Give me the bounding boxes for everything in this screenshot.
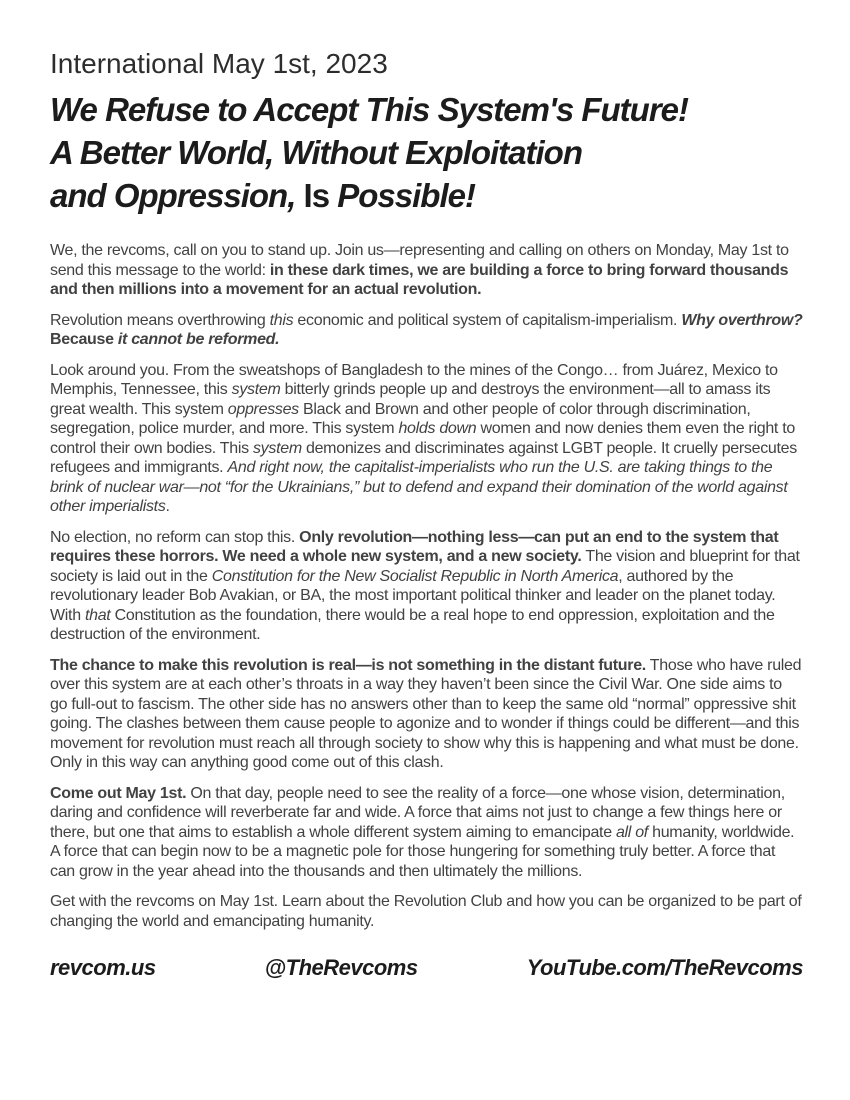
text-segment: Possible! — [337, 177, 475, 214]
text-segment: Come out May 1st. — [50, 784, 187, 802]
social-handle: @TheRevcoms — [264, 955, 418, 980]
paragraph — [50, 361, 803, 517]
text-segment: Because — [50, 331, 118, 348]
flyer-content — [50, 46, 803, 981]
text-segment: Constitution for the New Socialist Republic in North America — [211, 567, 619, 585]
headline-line — [50, 88, 803, 131]
paragraph — [50, 656, 803, 773]
text-segment: Why overthrow? — [681, 311, 803, 329]
text-segment: The vision and blueprint for that society is laid out in the — [50, 548, 800, 585]
text-segment: system — [231, 381, 281, 398]
paragraph — [50, 528, 803, 645]
text-segment: Those who have ruled over this system are at each other’s throats in a way they haven’t been since the Civil War. One side aims to go full-out to fascism. The other side has no answers other than to keep the same old “normal” oppressive shit going. The clashes between them cause people to agonize and to wonder if things could be different—and this movement for revolution must reach all through society to show why this is happening and what must be done. Only in this way can anything good come out of this clash. — [50, 656, 802, 771]
date-kicker: International May 1st, 2023 — [50, 48, 388, 79]
text-segment: that — [84, 606, 111, 624]
text-segment: and Oppression, — [50, 177, 304, 214]
text-segment: , authored by the revolutionary leader Bob Avakian, or BA, the most important political thinker and leader on the planet today. With — [50, 567, 776, 624]
text-segment: And right now, the capitalist-imperialists who run the U.S. are taking things to the brink of nuclear war—not “for the Ukrainians,” but to defend and expand their domination of the world against other imperialists — [50, 459, 788, 515]
paragraph — [50, 892, 803, 931]
website-url: revcom.us — [50, 955, 156, 980]
headline — [50, 88, 803, 217]
text-segment: demonizes and discriminates against LGBT people. It cruelly persecutes refugees and immigrants. — [50, 439, 797, 476]
headline-line — [50, 131, 803, 174]
text-segment: this — [269, 311, 294, 329]
text-segment: holds down — [398, 420, 477, 437]
text-segment: Revolution means overthrowing — [50, 311, 270, 329]
text-segment: We, the revcoms, call on you to stand up. Join us—representing and calling on others on Monday, May 1st to send this message to the world: — [50, 242, 789, 279]
text-segment: economic and political system of capitalism-imperialism. — [293, 311, 682, 329]
text-segment: Only revolution—nothing less—can put an end to the system that requires these horrors. We need a whole new system, and a new society. — [50, 528, 779, 565]
text-segment: it cannot be reformed. — [117, 331, 280, 348]
text-segment: bitterly grinds people up and destroys the environment—all to amass its great wealth. This system — [50, 381, 771, 418]
paragraph — [50, 311, 803, 350]
text-segment: all of — [615, 823, 648, 841]
paragraph — [50, 784, 803, 882]
text-segment: women and now denies them even the right to control their own bodies. This — [50, 420, 795, 457]
text-segment: A Better World, Without Exploitation — [50, 134, 582, 171]
text-segment: Look around you. From the sweatshops of Bangladesh to the mines of the Congo… from Juárez, Mexico to Memphis, Tennessee, this — [50, 361, 778, 398]
text-segment: oppresses — [227, 400, 299, 418]
text-segment: Get with the revcoms on May 1st. Learn about the Revolution Club and how you can be organized to be part of changing the world and emancipating humanity. — [50, 893, 802, 930]
footer — [50, 955, 803, 981]
paragraph — [50, 241, 803, 300]
text-segment: Is — [303, 177, 338, 214]
body-copy — [50, 241, 803, 931]
text-segment: No election, no reform can stop this. — [50, 528, 300, 546]
text-segment: We Refuse to Accept This System's Future! — [50, 91, 688, 128]
text-segment: On that day, people need to see the reality of a force—one whose vision, determination, daring and confidence will reverberate far and wide. A force that aims not just to change a few things here or there, but one that aims to establish a whole different system aiming to emancipate — [50, 784, 785, 841]
headline-line — [50, 174, 803, 217]
text-segment: . — [165, 498, 170, 515]
text-segment: humanity, worldwide. A force that can begin now to be a magnetic pole for those hungering for something truly better. A force that can grow in the year ahead into the thousands and then ultimately the millions. — [50, 823, 795, 880]
text-segment: system — [252, 439, 302, 457]
text-segment: Black and Brown and other people of color through discrimination, segregation, police murder, and more. This system — [50, 400, 751, 437]
text-segment: in these dark times, we are building a force to bring forward thousands and then millions into a movement for an actual revolution. — [50, 261, 789, 298]
text-segment: The chance to make this revolution is real—is not something in the distant future. — [50, 656, 646, 674]
text-segment: Constitution as the foundation, there would be a real hope to end oppression, exploitation and the destruction of the environment. — [50, 606, 775, 643]
youtube-url: YouTube.com/TheRevcoms — [526, 955, 803, 980]
